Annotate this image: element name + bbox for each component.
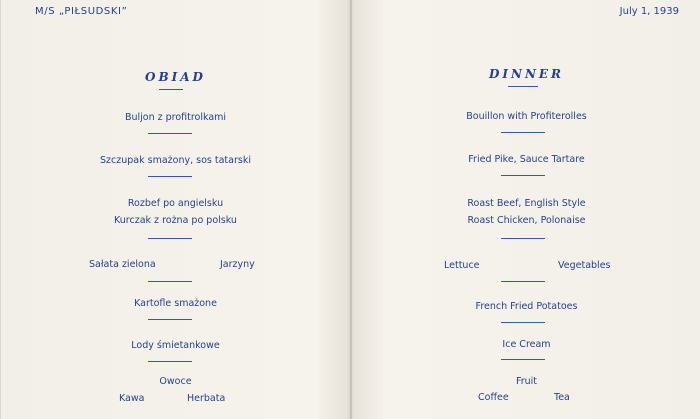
salad-english: Lettuce (444, 260, 480, 271)
ice-cream-polish: Lody śmietankowe (131, 340, 220, 351)
ship-name: M/S „PIŁSUDSKI” (35, 6, 128, 17)
polish-menu-page (1, 0, 350, 419)
fruit-english: Fruit (515, 376, 538, 387)
divider (148, 238, 192, 239)
salad-polish: Sałata zielona (89, 259, 156, 270)
english-heading: DINNER (488, 67, 565, 81)
soup-english: Bouillon with Profiterolles (466, 111, 587, 122)
divider (148, 319, 192, 320)
heading-underline (159, 89, 183, 90)
divider (501, 281, 545, 282)
roast-beef-polish: Rozbef po angielsku (127, 198, 224, 209)
soup-polish: Buljon z profitrolkami (124, 112, 227, 123)
potatoes-polish: Kartofle smażone (134, 298, 217, 309)
divider (501, 175, 545, 176)
polish-heading: OBIAD (145, 70, 206, 84)
divider (148, 176, 192, 177)
divider (501, 132, 545, 133)
divider (148, 361, 192, 362)
fish-english: Fried Pike, Sauce Tartare (468, 154, 585, 165)
tea-polish: Herbata (187, 393, 226, 404)
roast-beef-english: Roast Beef, English Style (467, 198, 586, 209)
divider (148, 133, 192, 134)
potatoes-english: French Fried Potatoes (475, 301, 578, 312)
divider (148, 281, 192, 282)
divider (501, 238, 545, 239)
english-menu-page (352, 0, 700, 419)
vegetables-english: Vegetables (558, 260, 611, 271)
coffee-english: Coffee (478, 392, 509, 403)
fruit-polish: Owoce (159, 376, 192, 387)
divider (501, 359, 545, 360)
ice-cream-english: Ice Cream (502, 339, 551, 350)
roast-chicken-english: Roast Chicken, Polonaise (467, 215, 586, 226)
vegetables-polish: Jarzyny (220, 259, 255, 270)
menu-date: July 1, 1939 (619, 6, 679, 17)
divider (501, 322, 545, 323)
heading-underline (508, 86, 538, 87)
coffee-polish: Kawa (119, 393, 145, 404)
fish-polish: Szczupak smażony, sos tatarski (100, 155, 251, 166)
tea-english: Tea (554, 392, 570, 403)
roast-chicken-polish: Kurczak z rożna po polsku (114, 215, 237, 226)
